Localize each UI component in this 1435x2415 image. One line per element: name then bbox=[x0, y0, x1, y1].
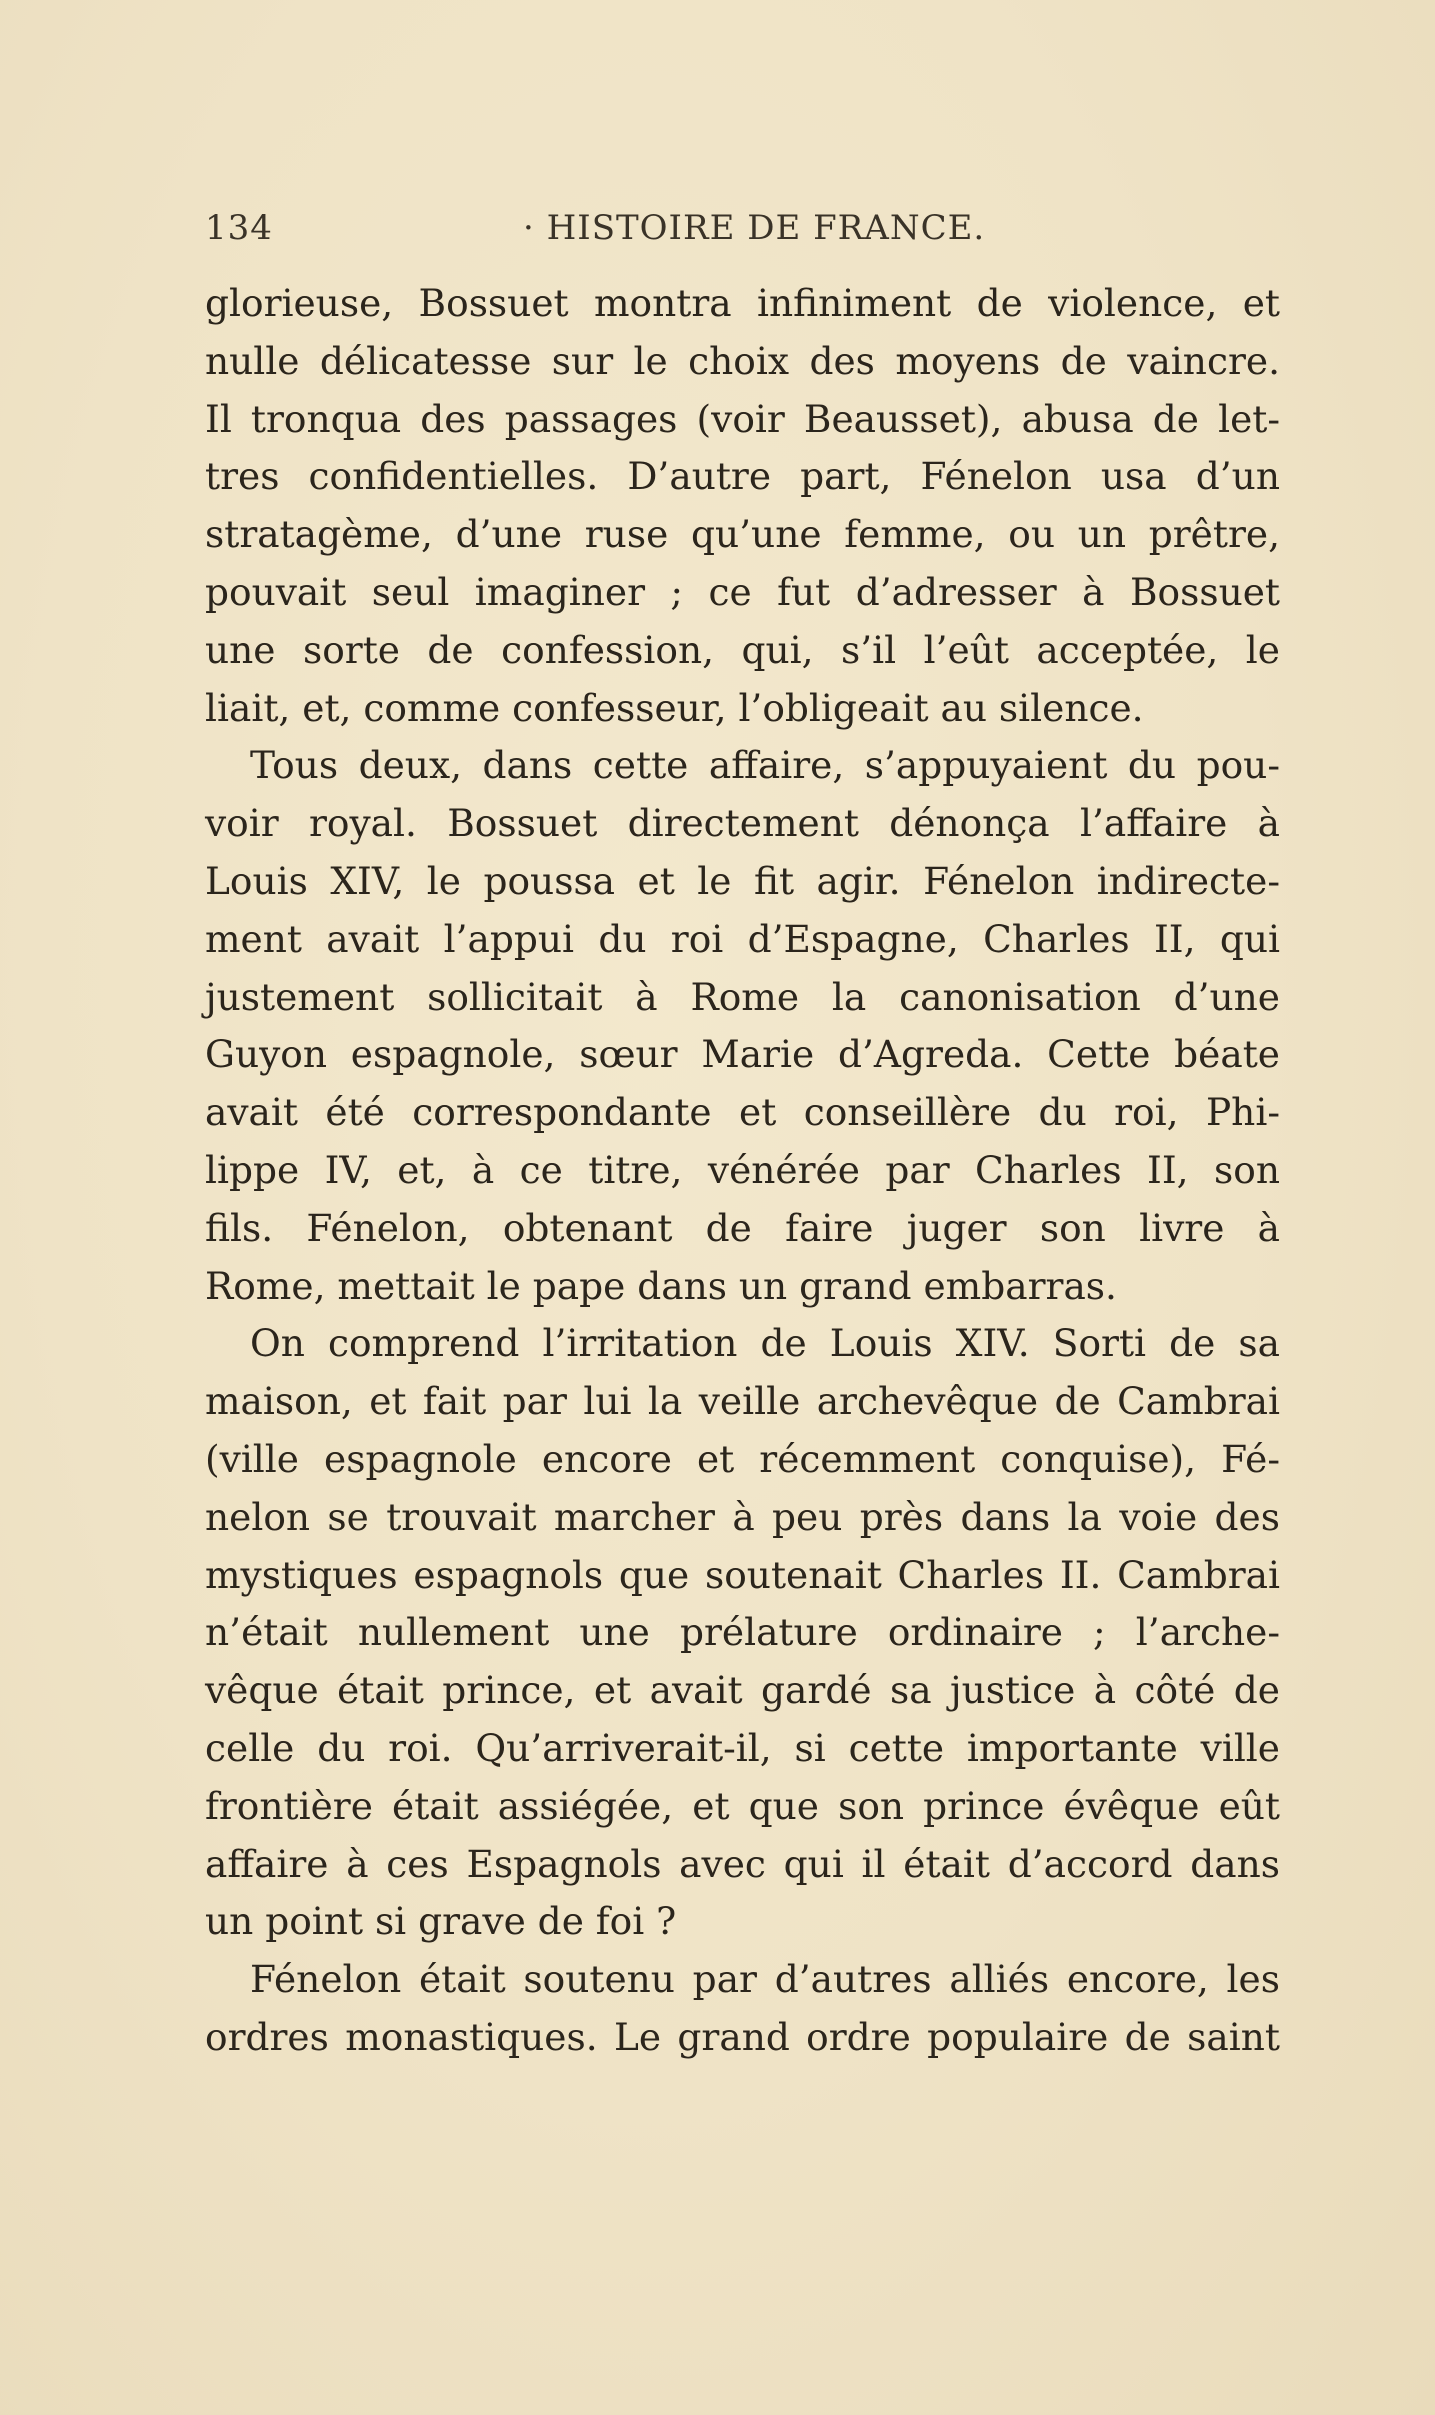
text-line: (ville espagnole encore et récemment conquise), Fé- bbox=[205, 1436, 1280, 1481]
text-line: fils. Fénelon, obtenant de faire juger son livre à bbox=[205, 1205, 1280, 1250]
text-line: tres confidentielles. D’autre part, Fénelon usa d’un bbox=[205, 454, 1280, 499]
running-title: · HISTOIRE DE FRANCE. bbox=[523, 208, 986, 248]
text-line: voir royal. Bossuet directement dénonça l’affaire à bbox=[205, 801, 1280, 846]
text-line: vêque était prince, et avait gardé sa justice à côté de bbox=[205, 1668, 1280, 1713]
text-line: celle du roi. Qu’arriverait-il, si cette importante ville bbox=[205, 1725, 1280, 1770]
text-line: un point si grave de foi ? bbox=[205, 1899, 677, 1944]
text-line: Il tronqua des passages (voir Beausset), abusa de let- bbox=[205, 396, 1280, 441]
paragraph-first-line: Fénelon était soutenu par d’autres alliés encore, les bbox=[250, 1957, 1280, 2002]
paragraph-first-line: Tous deux, dans cette affaire, s’appuyaient du pou- bbox=[250, 743, 1280, 788]
page-header bbox=[205, 208, 1275, 248]
text-line: frontière était assiégée, et que son prince évêque eût bbox=[205, 1783, 1280, 1828]
text-line: pouvait seul imaginer ; ce fut d’adresser à Bossuet bbox=[205, 569, 1280, 614]
text-line: avait été correspondante et conseillère du roi, Phi- bbox=[205, 1090, 1280, 1135]
page-number: 134 bbox=[205, 208, 273, 248]
text-line: justement sollicitait à Rome la canonisation d’une bbox=[205, 974, 1280, 1019]
text-line: affaire à ces Espagnols avec qui il était d’accord dans bbox=[205, 1841, 1280, 1886]
body-text bbox=[205, 275, 1280, 2067]
text-line: n’était nullement une prélature ordinaire ; l’arche- bbox=[205, 1610, 1280, 1655]
text-line: nulle délicatesse sur le choix des moyens de vaincre. bbox=[205, 338, 1280, 383]
text-line: stratagème, d’une ruse qu’une femme, ou un prêtre, bbox=[205, 512, 1280, 557]
text-line: Louis XIV, le poussa et le fit agir. Fénelon indirecte- bbox=[205, 858, 1280, 903]
text-line: ment avait l’appui du roi d’Espagne, Charles II, qui bbox=[205, 916, 1280, 961]
text-line: maison, et fait par lui la veille archevêque de Cambrai bbox=[205, 1379, 1280, 1424]
text-line: ordres monastiques. Le grand ordre populaire de saint bbox=[205, 2014, 1280, 2059]
text-line: mystiques espagnols que soutenait Charles II. Cambrai bbox=[205, 1552, 1280, 1597]
paragraph-first-line: On comprend l’irritation de Louis XIV. Sorti de sa bbox=[250, 1321, 1280, 1366]
text-line: Guyon espagnole, sœur Marie d’Agreda. Cette béate bbox=[205, 1032, 1280, 1077]
text-line: Rome, mettait le pape dans un grand embarras. bbox=[205, 1263, 1117, 1308]
text-line: lippe IV, et, à ce titre, vénérée par Charles II, son bbox=[205, 1147, 1280, 1192]
text-line: glorieuse, Bossuet montra infiniment de violence, et bbox=[205, 281, 1280, 325]
text-line: une sorte de confession, qui, s’il l’eût acceptée, le bbox=[205, 627, 1280, 672]
text-line: nelon se trouvait marcher à peu près dans la voie des bbox=[205, 1494, 1280, 1539]
text-line: liait, et, comme confesseur, l’obligeait au silence. bbox=[205, 685, 1144, 730]
